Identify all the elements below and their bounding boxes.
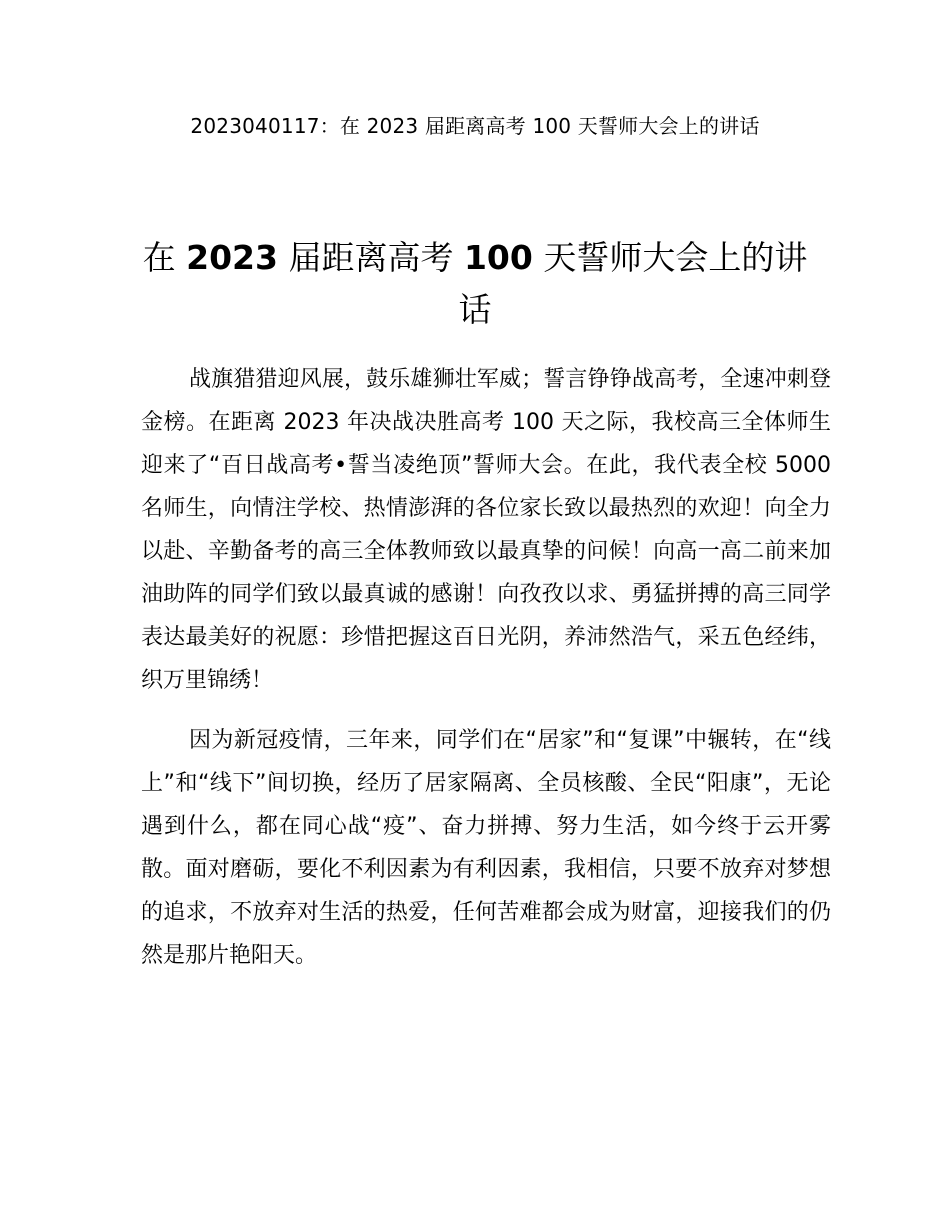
paragraph: 因为新冠疫情，三年来，同学们在“居家”和“复课”中辗转，在“线上”和“线下”间切换，经历了居家隔离、全员核酸、全民“阳康”，无论遇到什么，都在同心战“疫”、奋力拼搏、努力生活，如今终于云开雾散。面对磨砺，要化不利因素为有利因素，我相信，只要不放弃对梦想的追求，不放弃对生活的热爱，任何苦难都会成为财富，迎接我们的仍然是那片艳阳天。	[141, 728, 831, 968]
document-title	[130, 232, 820, 336]
document-header: 2023040117：在 2023 届距离高考 100 天誓师大会上的讲话	[190, 114, 760, 138]
document-title-text: 在 2023 届距离高考 100 天誓师大会上的讲话	[142, 238, 808, 329]
document-body	[141, 358, 831, 977]
paragraph: 战旗猎猎迎风展，鼓乐雄狮壮军威；誓言铮铮战高考，全速冲刺登金榜。在距离 2023 年决战决胜高考 100 天之际，我校高三全体师生迎来了“百日战高考•誓当凌绝顶”誓师大会。在此，我代表全校 5000 名师生，向情注学校、热情澎湃的各位家长致以最热烈的欢迎！向全力以赴、辛勤备考的高三全体教师致以最真挚的问候！向高一高二前来加油助阵的同学们致以最真诚的感谢！向孜孜以求、勇猛拼搏的高三同学表达最美好的祝愿：珍惜把握这百日光阴，养沛然浩气，采五色经纬，织万里锦绣！	[141, 367, 831, 693]
